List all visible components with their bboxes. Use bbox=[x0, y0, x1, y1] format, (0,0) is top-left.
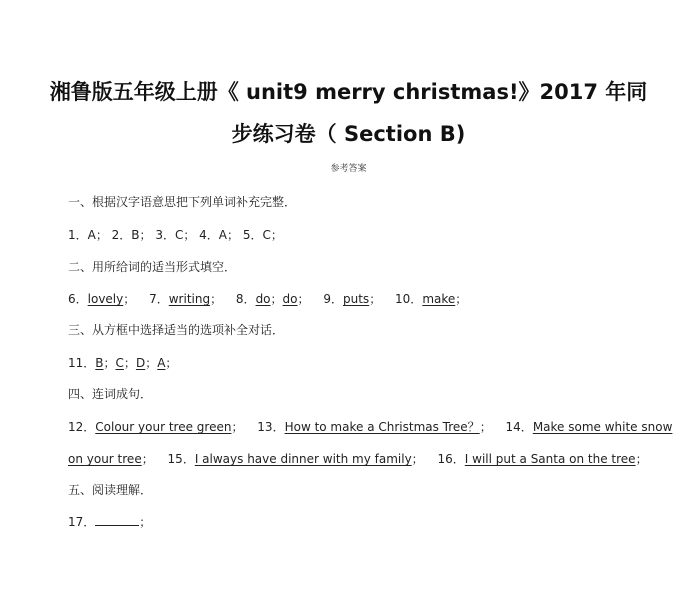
q13-answer: How to make a Christmas Tree？ bbox=[284, 420, 480, 434]
q8-number: 8． bbox=[235, 292, 256, 306]
q13-number: 13． bbox=[257, 420, 285, 434]
q12-number: 12． bbox=[68, 420, 96, 434]
section-5-answers: 17． ； bbox=[68, 515, 152, 529]
section-4-heading: 四、连词成句． bbox=[68, 387, 153, 401]
q8-answer-b: do bbox=[282, 292, 298, 306]
section-4-answers-line-1: 12．Colour your tree green； 13．How to make a Christmas Tree？； 14．Make some white snow bbox=[68, 420, 673, 434]
q16-answer: I will put a Santa on the tree bbox=[464, 452, 636, 466]
title-line-2: 步练习卷（ Section B) bbox=[231, 122, 466, 146]
q6-number: 6． bbox=[68, 292, 88, 306]
title-line-1: 湘鲁版五年级上册《 unit9 merry christmas!》2017 年同 bbox=[49, 80, 648, 104]
section-5-heading: 五、阅读理解． bbox=[68, 483, 153, 497]
q11-number: 11． bbox=[68, 356, 96, 370]
section-1-answers: 1．A； 2．B； 3．C； 4．A； 5．C； bbox=[68, 228, 283, 242]
q14-answer-part-2: on your tree bbox=[68, 452, 142, 466]
section-3-answers: 11．B；C；D；A； bbox=[68, 356, 178, 370]
answer-key-subtitle: 参考答案 bbox=[330, 164, 367, 174]
q10-answer: make bbox=[422, 292, 456, 306]
q10-number: 10． bbox=[395, 292, 423, 306]
q16-number: 16． bbox=[437, 452, 465, 466]
section-1-heading: 一、根据汉字语意思把下列单词补充完整． bbox=[68, 195, 297, 209]
section-3-heading: 三、从方框中选择适当的选项补全对话． bbox=[68, 323, 285, 337]
q11-answer-2: C bbox=[115, 356, 124, 370]
q12-answer: Colour your tree green bbox=[95, 420, 232, 434]
q7-number: 7． bbox=[149, 292, 169, 306]
q15-answer: I always have dinner with my family bbox=[194, 452, 412, 466]
q14-number: 14． bbox=[505, 420, 533, 434]
section-2-heading: 二、用所给词的适当形式填空． bbox=[68, 260, 237, 274]
q15-number: 15． bbox=[167, 452, 195, 466]
q9-answer: puts bbox=[343, 292, 370, 306]
q11-answer-4: A bbox=[157, 356, 166, 370]
q9-number: 9． bbox=[323, 292, 343, 306]
section-2-answers: 6．lovely； 7．writing； 8．do；do； 9．puts； 10．make； bbox=[68, 292, 468, 306]
q17-blank bbox=[95, 514, 139, 526]
q17-number: 17． bbox=[68, 515, 96, 529]
section-4-answers-line-2: on your tree； 15．I always have dinner with my family； 16．I will put a Santa on the tree； bbox=[68, 452, 648, 466]
q8-answer-a: do bbox=[255, 292, 271, 306]
q11-answer-1: B bbox=[95, 356, 104, 370]
q6-answer: lovely bbox=[87, 292, 124, 306]
q7-answer: writing bbox=[168, 292, 211, 306]
q11-answer-3: D bbox=[135, 356, 146, 370]
q14-answer-part-1: Make some white snow bbox=[532, 420, 673, 434]
